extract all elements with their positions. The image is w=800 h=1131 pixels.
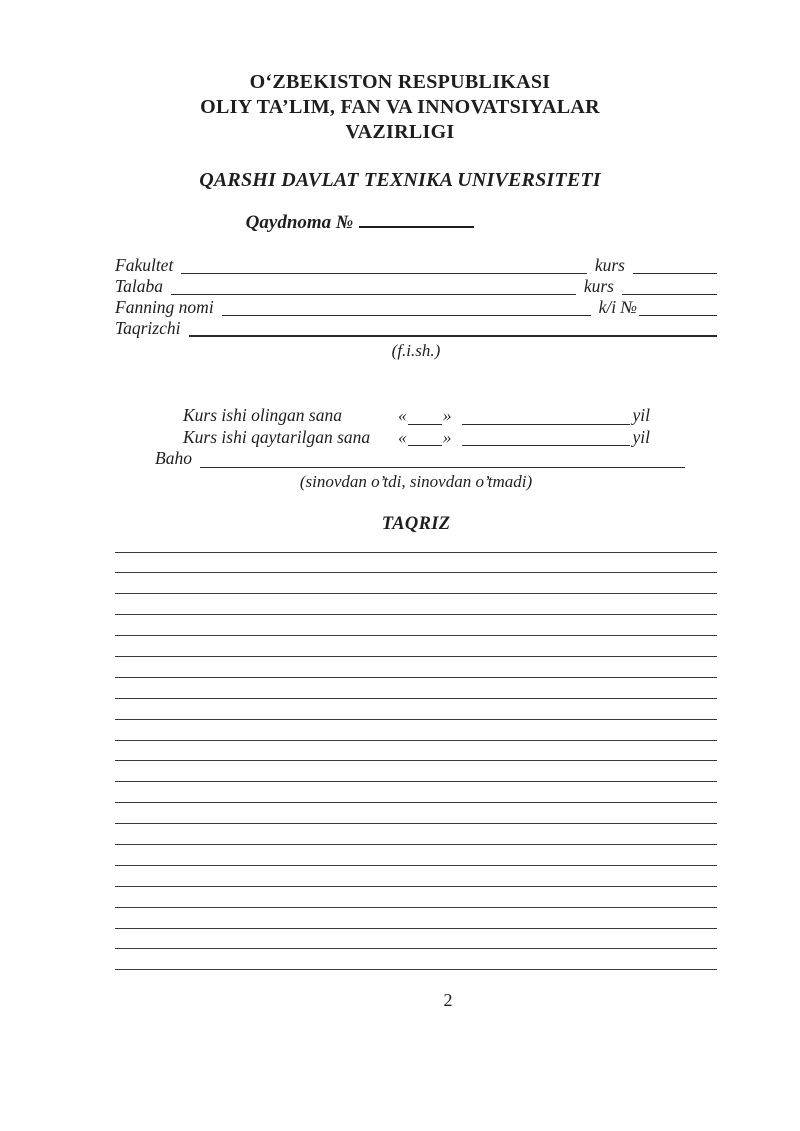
- ministry-line-1: OʻZBEKISTON RESPUBLIKASI: [249, 71, 551, 93]
- taqrizchi-blank: [189, 321, 718, 337]
- kurs-label-2: kurs: [583, 276, 614, 296]
- ki-number-label: k/i №: [598, 297, 637, 317]
- grade-blank: [200, 453, 685, 468]
- ruled-line: [115, 865, 717, 866]
- fanning-nomi-label: Fanning nomi: [115, 297, 214, 317]
- fakultet-blank: [181, 259, 587, 274]
- date-received-label: Kurs ishi olingan sana: [183, 405, 342, 425]
- kurs-blank-2: [622, 280, 717, 295]
- ruled-line: [115, 572, 717, 573]
- document-header: [0, 0, 800, 234]
- ruled-line: [115, 802, 717, 803]
- fanning-nomi-blank: [222, 301, 591, 316]
- grade-row: [115, 448, 717, 470]
- ruled-line: [115, 656, 717, 657]
- close-guillemet: »: [442, 405, 452, 425]
- grade-hint: (sinovdan o’tdi, sinovdan o’tmadi): [299, 471, 533, 491]
- kurs-blank-1: [633, 259, 717, 274]
- talaba-label: Talaba: [115, 276, 163, 296]
- dates-grade-block: [115, 405, 717, 492]
- page-number: 2: [443, 990, 453, 1011]
- ruled-line: [115, 677, 717, 678]
- year-suffix-2: yil: [632, 426, 650, 447]
- close-guillemet: »: [442, 426, 452, 447]
- form-row-fanning-nomi: [115, 297, 717, 318]
- record-number-label: Qaydnoma №: [245, 212, 354, 233]
- grade-label: Baho: [155, 448, 192, 468]
- talaba-blank: [171, 280, 576, 295]
- review-writing-area: [115, 552, 717, 971]
- form-row-taqrizchi: [115, 318, 717, 339]
- ruled-line: [115, 969, 717, 970]
- ruled-line: [115, 552, 717, 553]
- record-number-row: [0, 212, 760, 234]
- ki-number-blank: [639, 301, 717, 316]
- ruled-line: [115, 781, 717, 782]
- ruled-line: [115, 886, 717, 887]
- ruled-line: [115, 907, 717, 908]
- ruled-line: [115, 635, 717, 636]
- record-number-blank: [359, 212, 474, 228]
- student-info-form: [115, 255, 717, 361]
- ruled-line: [115, 614, 717, 615]
- year-suffix-1: yil: [632, 405, 650, 425]
- fakultet-label: Fakultet: [115, 255, 174, 275]
- ruled-line: [115, 928, 717, 929]
- ruled-line: [115, 719, 717, 720]
- taqrizchi-label: Taqrizchi: [115, 318, 181, 338]
- form-row-fakultet: [115, 255, 717, 276]
- full-name-hint: (f.i.sh.): [391, 341, 441, 360]
- document-body: [115, 255, 717, 1010]
- month-blank-1: [462, 411, 630, 425]
- day-blank-1: [408, 411, 442, 425]
- date-returned-row: [115, 427, 717, 449]
- open-guillemet: «: [398, 426, 407, 447]
- ministry-line-2: OLIY TA’LIM, FAN VA INNOVATSIYALAR: [200, 96, 600, 118]
- ministry-line-3: VAZIRLIGI: [345, 121, 455, 143]
- ruled-line: [115, 593, 717, 594]
- review-section-title: TAQRIZ: [381, 513, 451, 534]
- month-blank-2: [462, 432, 630, 446]
- university-name: QARSHI DAVLAT TEXNIKA UNIVERSITETI: [199, 169, 601, 191]
- ruled-line: [115, 948, 717, 949]
- ruled-line: [115, 740, 717, 741]
- kurs-label-1: kurs: [594, 255, 625, 275]
- day-blank-2: [408, 432, 442, 446]
- form-row-talaba: [115, 276, 717, 297]
- ruled-line: [115, 823, 717, 824]
- open-guillemet: «: [398, 405, 407, 425]
- ruled-line: [115, 760, 717, 761]
- date-returned-label: Kurs ishi qaytarilgan sana: [183, 426, 371, 447]
- ruled-line: [115, 698, 717, 699]
- date-received-row: [115, 405, 717, 427]
- ruled-line: [115, 844, 717, 845]
